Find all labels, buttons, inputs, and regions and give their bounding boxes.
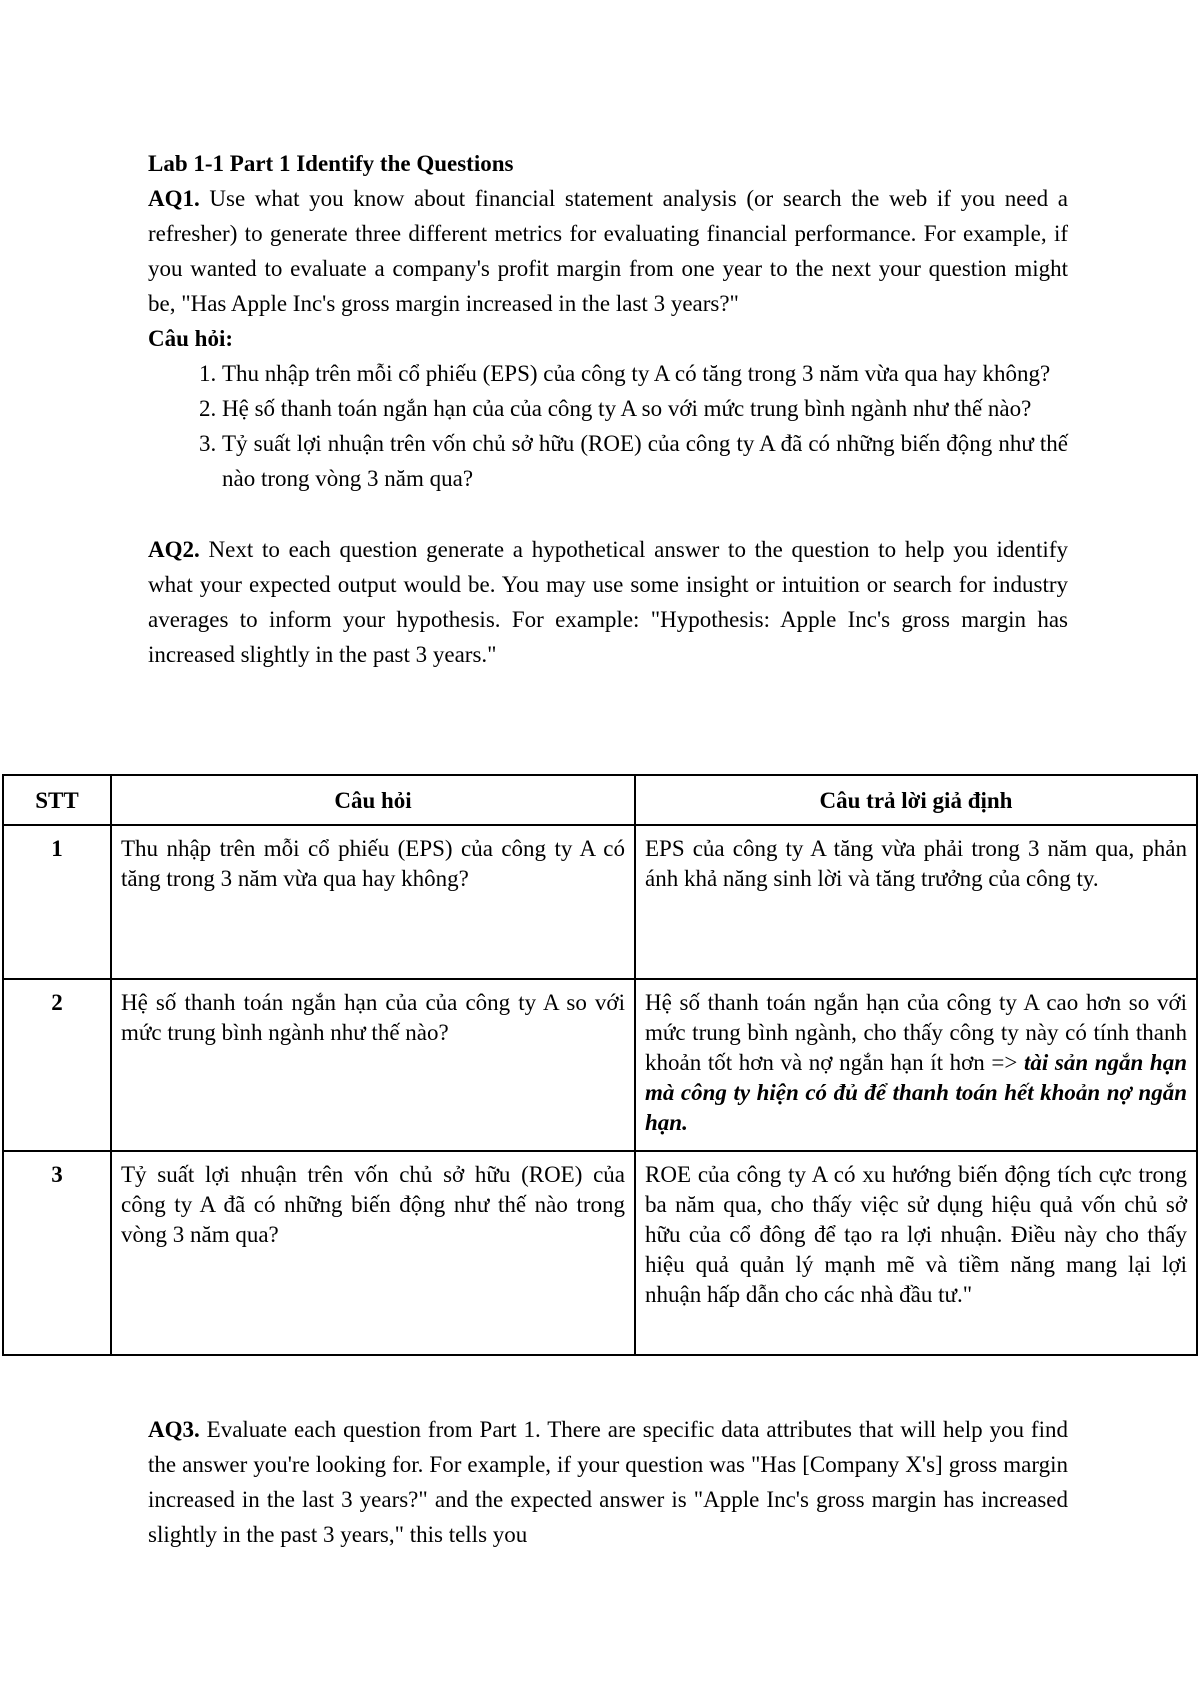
row-answer <box>635 825 1197 979</box>
aq2-label: AQ2. <box>148 537 200 562</box>
aq2-paragraph <box>148 532 1068 672</box>
aq1-text: Use what you know about financial statement analysis (or search the web if you need a refresher) to generate three different metrics for evaluating financial performance. For example, if you wanted to evaluate a company's profit margin from one year to the next your question might be, "Has Apple Inc's gross margin increased in the last 3 years?" <box>148 186 1068 316</box>
row-number: 2 <box>3 979 111 1151</box>
answer-emphasis: tài sản ngắn hạn mà công ty hiện có đủ để thanh toán hết khoản nợ ngắn hạn. <box>645 1050 1187 1135</box>
table-row <box>3 825 1197 979</box>
aq2-text: Next to each question generate a hypothetical answer to the question to help you identify what your expected output would be. You may use some insight or intuition or search for industry averages to inform your hypothesis. For example: "Hypothesis: Apple Inc's gross margin has increased slightly in the past 3 years." <box>148 537 1068 667</box>
table-row <box>3 1151 1197 1355</box>
column-header-stt: STT <box>3 775 111 825</box>
table-header-row <box>3 775 1197 825</box>
column-header-answer: Câu trả lời giả định <box>635 775 1197 825</box>
aq3-text: Evaluate each question from Part 1. There are specific data attributes that will help you find the answer you're looking for. For example, if your question was "Has [Company X's] gross margin increased in the last 3 years?" and the expected answer is "Apple Inc's gross margin has increased slightly in the past 3 years," this tells you <box>148 1417 1068 1547</box>
row-question: Hệ số thanh toán ngắn hạn của của công ty A so với mức trung bình ngành như thế nào? <box>111 979 635 1151</box>
row-question: Tỷ suất lợi nhuận trên vốn chủ sở hữu (ROE) của công ty A đã có những biến động như thế nào trong vòng 3 năm qua? <box>111 1151 635 1355</box>
row-answer <box>635 979 1197 1151</box>
row-answer <box>635 1151 1197 1355</box>
row-number: 3 <box>3 1151 111 1355</box>
aq3-paragraph <box>148 1412 1068 1552</box>
question-item: 2. Hệ số thanh toán ngắn hạn của của công ty A so với mức trung bình ngành như thế nào? <box>222 391 1068 426</box>
question-item: 1. Thu nhập trên mỗi cổ phiếu (EPS) của công ty A có tăng trong 3 năm vừa qua hay không? <box>222 356 1068 391</box>
column-header-question: Câu hỏi <box>111 775 635 825</box>
answer-text: ROE của công ty A có xu hướng biến động tích cực trong ba năm qua, cho thấy việc sử dụng hiệu quả vốn chủ sở hữu của cổ đông để tạo ra lợi nhuận. Điều này cho thấy hiệu quả quản lý mạnh mẽ và tiềm năng mang lại lợi nhuận hấp dẫn cho các nhà đầu tư." <box>645 1162 1187 1307</box>
document-body <box>148 146 1068 672</box>
answer-text: EPS của công ty A tăng vừa phải trong 3 năm qua, phản ánh khả năng sinh lời và tăng trưởng của công ty. <box>645 836 1187 891</box>
answer-text: Hệ số thanh toán ngắn hạn của công ty A cao hơn so với mức trung bình ngành, cho thấy công ty này có tính thanh khoản tốt hơn và nợ ngắn hạn ít hơn => <box>645 990 1187 1075</box>
aq1-label: AQ1. <box>148 186 200 211</box>
question-item: 3. Tỷ suất lợi nhuận trên vốn chủ sở hữu (ROE) của công ty A đã có những biến động như thế nào trong vòng 3 năm qua? <box>222 426 1068 496</box>
row-question: Thu nhập trên mỗi cổ phiếu (EPS) của công ty A có tăng trong 3 năm vừa qua hay không? <box>111 825 635 979</box>
aq1-paragraph <box>148 181 1068 321</box>
questions-heading: Câu hỏi: <box>148 326 233 351</box>
aq3-label: AQ3. <box>148 1417 200 1442</box>
row-number: 1 <box>3 825 111 979</box>
lab-title: Lab 1-1 Part 1 Identify the Questions <box>148 151 514 176</box>
hypothesis-table <box>2 774 1198 1356</box>
questions-list <box>148 356 1068 496</box>
table-row <box>3 979 1197 1151</box>
